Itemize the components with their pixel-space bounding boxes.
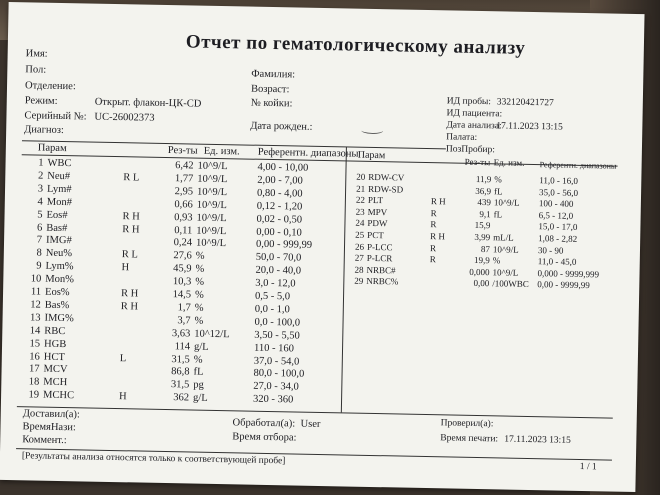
result-value: 1,77 xyxy=(174,173,194,185)
report-title: Отчет по гематологическому анализу xyxy=(185,31,526,59)
reference-range: 0,0 - 100,0 xyxy=(254,316,301,329)
row-number: 4 xyxy=(37,196,43,208)
diagnosis-label: Диагноз: xyxy=(24,124,64,137)
result-value: 0,24 xyxy=(173,237,193,249)
ward-label: Палата: xyxy=(446,132,478,143)
mode-label: Режим: xyxy=(24,95,58,107)
serial-label: Серийный №: xyxy=(24,110,87,123)
row-number: 21 xyxy=(356,183,366,194)
unit: /100WBC xyxy=(492,278,529,290)
param-name: Bas% xyxy=(44,299,70,312)
reference-range: 3,50 - 5,50 xyxy=(254,329,300,342)
disclaimer: [Результаты анализа относятся только к соответствующей пробе] xyxy=(21,451,286,467)
processed-value: User xyxy=(300,418,321,431)
reference-range: 37,0 - 54,0 xyxy=(253,355,300,368)
result-value: 31,5 xyxy=(171,353,190,365)
checked-label: Проверил(а): xyxy=(440,418,494,430)
unit: g/L xyxy=(193,341,209,353)
unit: pg xyxy=(193,379,204,392)
row-number: 2 xyxy=(37,170,44,182)
flag: R H xyxy=(120,288,139,300)
row-number: 20 xyxy=(356,171,366,182)
analysis-date-label: Дата анализа: xyxy=(446,120,502,132)
reference-range: 15,0 - 17,0 xyxy=(538,221,578,233)
param-name: NRBC# xyxy=(366,264,396,276)
flag: R xyxy=(430,219,437,230)
reference-range: 30 - 90 xyxy=(537,244,564,256)
result-value: 6,42 xyxy=(175,160,194,172)
result-value: 1,7 xyxy=(177,302,191,314)
processed-label: Обработал(а): xyxy=(232,417,296,430)
reference-range: 0,5 - 5,0 xyxy=(254,290,291,303)
row-number: 8 xyxy=(36,247,42,259)
result-value: 27,6 xyxy=(173,250,192,262)
mode-value: Открыт. флакон-ЦК-CD xyxy=(94,96,202,110)
result-value: 0,93 xyxy=(174,211,193,224)
param-name: WBC xyxy=(47,157,72,170)
row-number: 14 xyxy=(29,325,41,337)
unit: g/L xyxy=(192,392,208,405)
param-name: PDW xyxy=(367,218,388,229)
left-header-result: Рез-ты xyxy=(167,145,198,157)
row-number: 29 xyxy=(354,276,364,287)
reference-range: 4,00 - 10,00 xyxy=(257,161,309,174)
unit: 10^9/L xyxy=(196,186,228,198)
right-header-unit: Ед. изм. xyxy=(493,157,525,168)
row-number: 26 xyxy=(354,241,365,252)
delivery-time-label: ВремяНази: xyxy=(22,421,76,434)
birth-label: Дата рожден.: xyxy=(250,120,313,133)
reference-range: 35,0 - 56,0 xyxy=(539,186,579,198)
bed-label: № койки: xyxy=(250,97,293,110)
row-number: 5 xyxy=(37,209,43,221)
delivered-label: Доставил(a): xyxy=(22,408,80,421)
surname-label: Фамилия: xyxy=(251,68,296,81)
unit: 10^9/L xyxy=(195,237,227,250)
result-value: 10,3 xyxy=(172,276,192,288)
reference-range: 100 - 400 xyxy=(538,198,574,210)
flag: H xyxy=(121,262,130,274)
unit: fL xyxy=(193,366,204,379)
result-value: 439 xyxy=(477,197,491,208)
reference-range: 0,02 - 0,50 xyxy=(256,213,303,226)
result-value: 0,000 xyxy=(469,266,490,278)
right-header-ref: Референтн. диапазоны xyxy=(539,160,617,171)
reference-range: 110 - 160 xyxy=(253,342,295,355)
result-value: 114 xyxy=(174,340,191,353)
row-number: 16 xyxy=(29,350,40,363)
result-value: 15,9 xyxy=(474,220,491,231)
flag: R H xyxy=(430,231,446,242)
result-value: 14,5 xyxy=(172,289,192,301)
param-name: PCT xyxy=(367,229,384,241)
unit: % xyxy=(492,255,501,266)
right-header-param: Парам xyxy=(357,149,386,162)
reference-range: 50,0 - 70,0 xyxy=(255,252,302,264)
row-number: 13 xyxy=(29,312,41,324)
flag: R xyxy=(429,242,437,253)
flag: R L xyxy=(123,172,140,184)
unit: 10^9/L xyxy=(492,267,519,278)
row-number: 22 xyxy=(355,194,366,206)
sample-id-label: ИД пробы: xyxy=(446,96,492,108)
param-name: Neu% xyxy=(45,247,73,260)
row-number: 28 xyxy=(354,264,364,275)
param-name: MPV xyxy=(367,206,388,218)
unit: 10^9/L xyxy=(197,173,228,186)
param-name: Eos% xyxy=(44,286,70,299)
reference-range: 11,0 - 16,0 xyxy=(539,175,579,186)
left-header-param: Парам xyxy=(37,142,67,155)
reference-range: 320 - 360 xyxy=(252,393,294,406)
row-number: 25 xyxy=(355,229,365,240)
param-name: P-LCR xyxy=(366,253,393,264)
reference-range: 0,0 - 1,0 xyxy=(254,303,290,316)
result-value: 45,9 xyxy=(173,263,192,275)
reference-range: 0,00 - 999,99 xyxy=(255,239,313,252)
unit: 10^9/L xyxy=(493,197,520,208)
row-number: 6 xyxy=(36,222,43,234)
unit: % xyxy=(195,250,205,263)
unit: % xyxy=(195,276,205,288)
unit: 10^9/L xyxy=(492,243,519,255)
table-bottom-rule xyxy=(17,406,613,421)
sample-id-value: 332120421727 xyxy=(496,97,554,109)
row-number: 11 xyxy=(30,286,42,298)
row-number: 27 xyxy=(354,252,364,263)
reference-range: 0,80 - 4,00 xyxy=(256,187,303,200)
result-value: 19,9 xyxy=(473,255,490,266)
print-time-value: 17.11.2023 13:15 xyxy=(504,434,571,446)
result-value: 86,8 xyxy=(171,366,190,378)
row-number: 1 xyxy=(38,157,44,169)
serial-value: UC-26002373 xyxy=(94,111,155,124)
unit: % xyxy=(194,289,204,301)
reference-range: 0,00 - 9999,99 xyxy=(537,279,590,291)
param-name: MCH xyxy=(43,376,68,389)
name-label: Имя: xyxy=(25,48,48,60)
result-value: 3,99 xyxy=(474,231,491,243)
flag: H xyxy=(118,391,127,403)
result-value: 3,7 xyxy=(177,315,191,327)
flag: R H xyxy=(120,301,139,313)
reference-range: 2,00 - 7,00 xyxy=(257,174,303,187)
page-number: 1 / 1 xyxy=(579,461,597,473)
unit: 10^9/L xyxy=(196,212,227,224)
reference-range: 0,000 - 9999,999 xyxy=(537,267,600,280)
left-header-ref: Референтн. диапазоны xyxy=(257,146,359,160)
row-number: 23 xyxy=(355,206,365,217)
flag: L xyxy=(119,352,127,364)
right-header-result: Рез-ты xyxy=(464,156,491,168)
param-name: Mon% xyxy=(45,273,75,286)
flag: R L xyxy=(121,249,138,261)
reference-range: 80,0 - 100,0 xyxy=(253,368,305,381)
unit: 10^9/L xyxy=(197,160,228,173)
age-label: Возраст: xyxy=(250,83,290,96)
unit: 10^12/L xyxy=(194,328,230,340)
left-header-unit: Ед. изм. xyxy=(203,145,240,158)
result-value: 362 xyxy=(173,392,190,404)
param-name: HCT xyxy=(43,351,65,363)
flag: R xyxy=(429,254,436,265)
result-value: 0,66 xyxy=(174,198,193,211)
analysis-date-value: 17.11.2023 13:15 xyxy=(496,121,563,133)
row-number: 7 xyxy=(36,234,43,247)
param-name: PLT xyxy=(367,195,384,206)
row-number: 24 xyxy=(355,218,365,229)
sex-label: Пол: xyxy=(25,64,47,76)
department-label: Отделение: xyxy=(24,80,76,93)
unit: % xyxy=(194,302,204,314)
flag: R H xyxy=(122,210,140,223)
row-number: 18 xyxy=(28,376,40,388)
result-value: 9,1 xyxy=(479,208,491,220)
param-name: P-LCC xyxy=(366,241,393,252)
flag: R H xyxy=(430,196,446,207)
comment-label: Коммент.: xyxy=(22,434,67,447)
row-number: 3 xyxy=(37,183,44,195)
unit: % xyxy=(195,263,205,275)
reference-range: 6,5 - 12,0 xyxy=(538,209,574,221)
pos-label: ПозПробир: xyxy=(445,144,496,156)
unit: 10^9/L xyxy=(196,225,227,237)
param-name: RBC xyxy=(44,325,66,337)
reference-range: 20,0 - 40,0 xyxy=(255,264,302,277)
unit: % xyxy=(193,354,203,366)
param-name: MCHC xyxy=(42,389,75,402)
param-name: HGB xyxy=(43,338,67,350)
unit: mL/L xyxy=(493,232,514,243)
param-name: RDW-CV xyxy=(368,171,405,183)
param-name: Eos# xyxy=(46,209,68,221)
unit: fL xyxy=(494,185,503,197)
param-name: Lym# xyxy=(46,183,72,195)
reference-range: 27,0 - 34,0 xyxy=(253,381,299,393)
unit: % xyxy=(194,315,204,327)
row-number: 19 xyxy=(28,389,40,401)
row-number: 9 xyxy=(36,260,42,272)
row-number: 12 xyxy=(30,299,41,311)
print-time-label: Время печати: xyxy=(440,433,499,445)
param-name: Lym% xyxy=(45,260,74,273)
result-value: 2,95 xyxy=(174,185,194,198)
param-name: IMG% xyxy=(44,312,74,325)
param-name: Bas# xyxy=(46,222,68,234)
result-value: 0,00 xyxy=(473,278,490,289)
patient-id-label: ИД пациента: xyxy=(446,108,503,120)
unit: 10^9/L xyxy=(196,199,227,211)
param-name: Mon# xyxy=(46,196,73,208)
row-number: 10 xyxy=(30,273,42,285)
param-name: IMG# xyxy=(45,235,72,247)
param-name: RDW-SD xyxy=(368,183,404,195)
row-number: 15 xyxy=(29,337,41,350)
report-sheet xyxy=(0,2,645,492)
param-name: NRBC% xyxy=(366,276,399,287)
result-value: 36,9 xyxy=(475,185,492,196)
unit: % xyxy=(494,174,502,185)
param-name: Neu# xyxy=(47,170,71,183)
result-value: 11,9 xyxy=(475,173,492,185)
reference-range: 11,0 - 45,0 xyxy=(537,256,577,268)
result-value: 3,63 xyxy=(171,327,191,340)
param-name: MCV xyxy=(43,364,68,376)
result-value: 0,11 xyxy=(174,224,193,237)
birth-scribble xyxy=(361,127,383,134)
reference-range: 0,12 - 1,20 xyxy=(256,200,303,213)
row-number: 17 xyxy=(28,363,40,375)
reference-range: 1,08 - 2,82 xyxy=(538,233,578,244)
unit: fL xyxy=(493,209,503,220)
result-value: 31,5 xyxy=(170,379,190,391)
reference-range: 0,00 - 0,10 xyxy=(256,226,302,239)
flag: R H xyxy=(122,223,140,235)
flag: R xyxy=(430,207,437,218)
result-value: 87 xyxy=(480,243,491,254)
sampling-time-label: Время отбора: xyxy=(232,431,297,444)
reference-range: 3,0 - 12,0 xyxy=(255,277,296,290)
